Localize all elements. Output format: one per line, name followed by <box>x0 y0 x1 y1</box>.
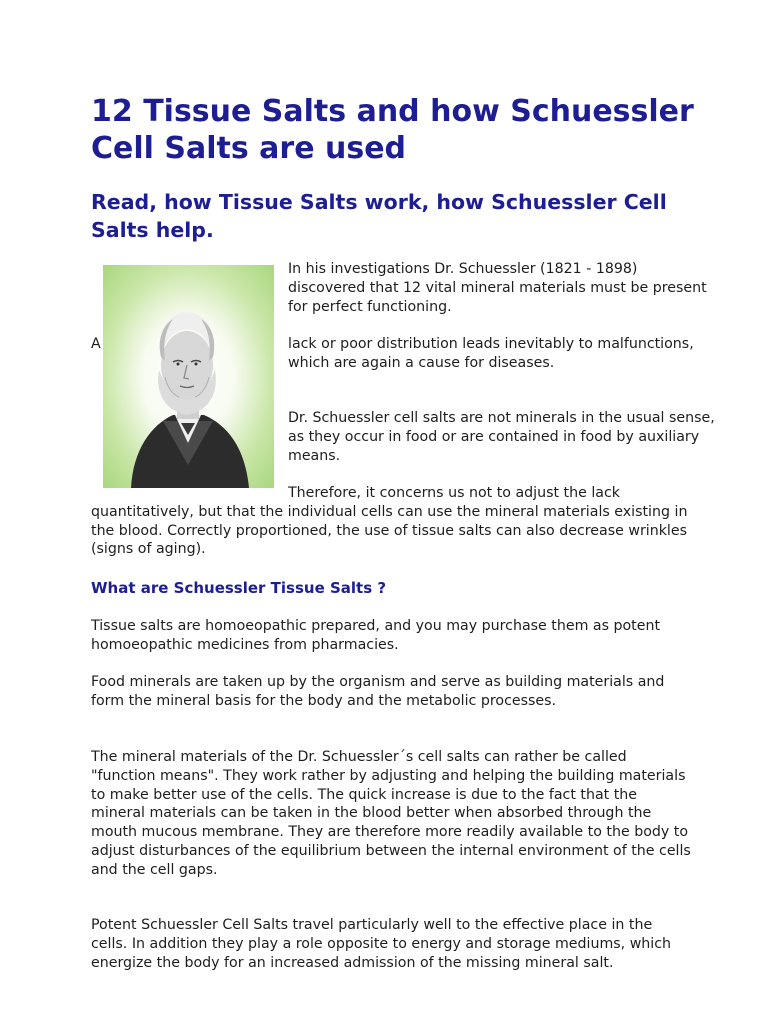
intro-paragraph-3: Dr. Schuessler cell salts are not minerals in the usual sense, as they occur in food or are contained in food by auxiliary means. <box>288 410 715 464</box>
page-subtitle: Read, how Tissue Salts work, how Schuessler Cell Salts help. <box>91 190 667 242</box>
section-paragraph-2: Food minerals are taken up by the organism and serve as building materials and form the mineral basis for the body and the metabolic processes. <box>91 674 665 709</box>
intro-paragraph-4: Therefore, it concerns us not to adjust the lack quantitatively, but that the individual cells can use the mineral materials existing in the blood. Correctly proportioned, the use of tissue salts can also decrease wrinkles (signs of aging). <box>91 485 688 558</box>
schuessler-portrait-image <box>103 265 274 488</box>
section-paragraph-1: Tissue salts are homoeopathic prepared, and you may purchase them as potent homoeopathic medicines from pharmacies. <box>91 618 661 653</box>
page-title: 12 Tissue Salts and how Schuessler Cell Salts are used <box>91 94 694 166</box>
section-heading: What are Schuessler Tissue Salts ? <box>91 579 387 597</box>
intro-paragraph-1: In his investigations Dr. Schuessler (1821 - 1898) discovered that 12 vital mineral materials must be present for perfect functioning. <box>288 261 707 315</box>
intro-paragraph-2: lack or poor distribution leads inevitably to malfunctions, which are again a cause for diseases. <box>288 336 694 371</box>
section-paragraph-3: The mineral materials of the Dr. Schuessler´s cell salts can rather be called "function means". They work rather by adjusting and helping the building materials to make better use of the cells. The quick increase is due to the fact that the mineral materials can be taken in the blood better when absorbed through the mouth mucous membrane. They are therefore more readily available to the body to adjust disturbances of the equilibrium between the internal environment of the cells and the cell gaps. <box>91 749 691 878</box>
section-paragraph-4: Potent Schuessler Cell Salts travel particularly well to the effective place in the cells. In addition they play a role opposite to energy and storage mediums, which energize the body for an increased admission of the missing mineral salt. <box>91 917 672 971</box>
stray-letter: A <box>91 336 101 352</box>
